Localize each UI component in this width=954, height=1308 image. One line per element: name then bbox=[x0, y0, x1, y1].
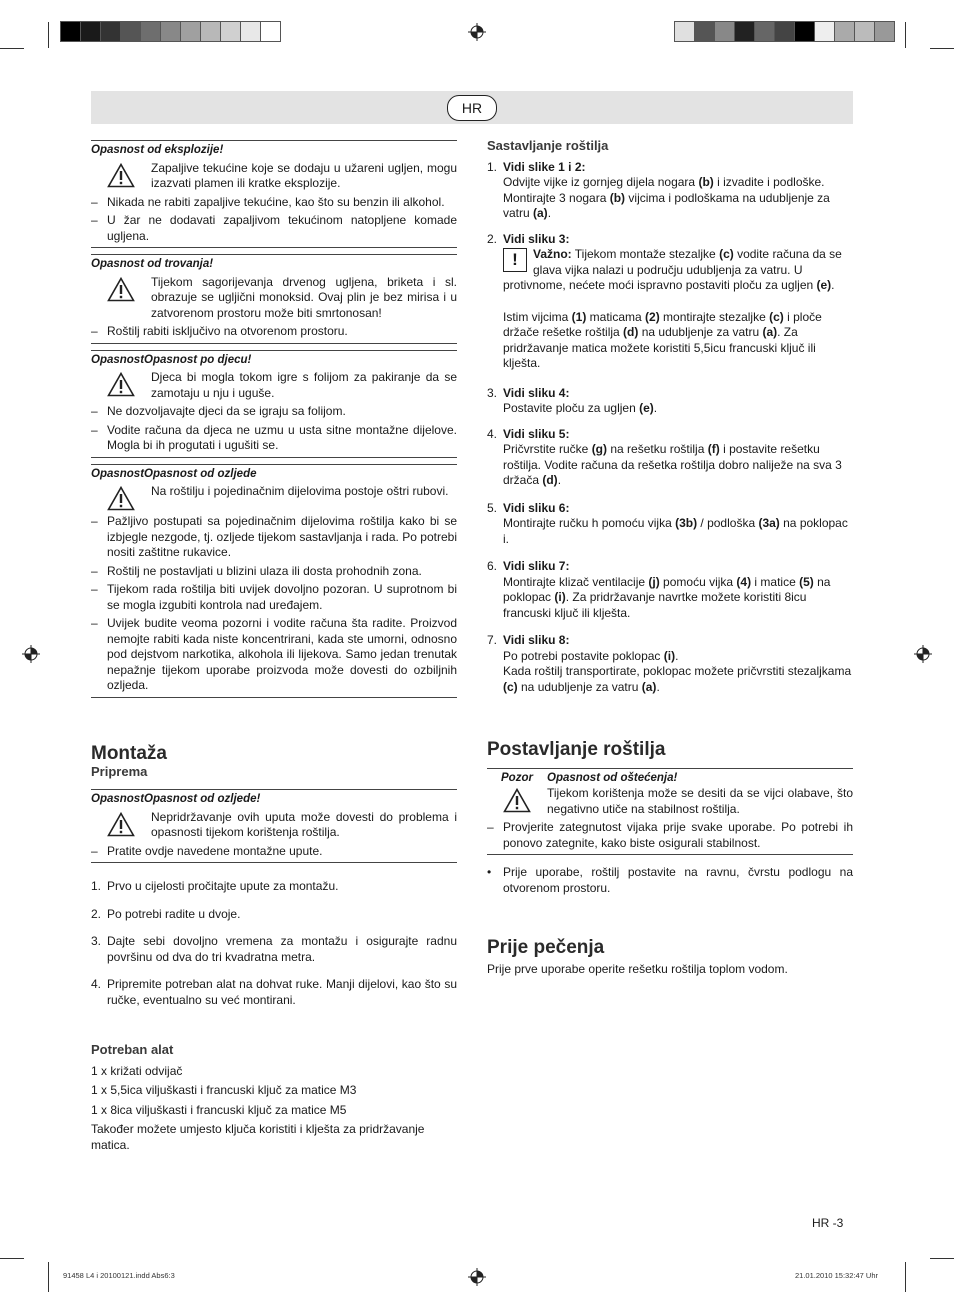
assembly-step bbox=[487, 559, 853, 621]
step-body: Postavite ploču za ugljen (e). bbox=[503, 401, 658, 415]
warning-intro: Djeca bi mogla tokom igre s folijom za pakiranje da se zamotaju u nju i uguše. bbox=[151, 370, 457, 400]
assembly-step bbox=[487, 386, 853, 417]
warning-triangle-icon bbox=[91, 370, 151, 401]
registration-mark-icon bbox=[468, 23, 486, 41]
subsection-heading: Sastavljanje roštilja bbox=[487, 138, 609, 153]
list-item: U žar ne dodavati zapaljivom tekućinom natopljene komade ugljena. bbox=[107, 213, 457, 243]
crop-mark bbox=[930, 1258, 954, 1259]
paragraph: Prije prve uporabe operite rešetku roštilja toplom vodom. bbox=[487, 961, 788, 976]
warning-intro: Nepridržavanje ovih uputa može dovesti do problema i opasnosti tijekom korištenja roštilja. bbox=[151, 809, 457, 839]
step-body: Odvijte vijke iz gornjeg dijela nogara (b) i izvadite i podloške. Montirajte 3 nogara (b) vijcima i podloškama na udubljenje za vatru (a). bbox=[503, 175, 830, 220]
list-item: Uvijek budite veoma pozorni i vodite računa šta radite. Proizvod nemojte rabiti kada niste koncentrirani, kada ste umorni, odnosno pod dejstvom narkotika, alkohola ili lijekova. Samo jedan trenutak nepažnje tijekom uporabe proizvoda može dovesti do ozbiljnih ozljeda. bbox=[107, 616, 457, 692]
step-item: Dajte sebi dovoljno vremena za montažu i osigurajte radnu površinu od dva do tri kvadratna metra. bbox=[107, 934, 457, 964]
list-item: Također možete umjesto ključa koristiti i klješta za pridržavanje matica. bbox=[91, 1122, 425, 1152]
list-item: Ne dozvoljavajte djeci da se igraju sa folijom. bbox=[107, 404, 346, 418]
registration-mark-icon bbox=[468, 1268, 486, 1286]
assembly-step bbox=[487, 633, 853, 695]
step-number: 5. bbox=[487, 500, 498, 515]
warning-title: OpasnostOpasnost po djecu! bbox=[91, 353, 252, 366]
footer-timestamp: 21.01.2010 15:32:47 Uhr bbox=[795, 1271, 878, 1280]
montaza-section: Montaža Priprema OpasnostOpasnost od ozljede! Nepridržavanje ovih uputa može dovesti do problema i opasnosti tijekom korištenja roštilja. – Pratite ovdje navedene montažne upute. 1. Prvo u cijelosti pročitajte upute za montažu. 2. Po potrebi radite u dvoje. 3. Dajte sebi dovoljno vremena za montažu i osigurajte radnu površinu od dva do tri kvadratna metra. 4. Pripremite potreban alat na dohvat ruke. Manji dijelovi, kao što su ručke, eventualno su već montirani. bbox=[91, 743, 457, 1007]
language-badge: HR bbox=[447, 95, 497, 121]
step-number: 6. bbox=[487, 559, 498, 573]
assembly-steps-section bbox=[487, 138, 853, 695]
list-item: 1 x 5,5ica viljuškasti i francuski ključ za matice M3 bbox=[91, 1083, 357, 1097]
warning-triangle-icon bbox=[91, 275, 151, 309]
list-item: Pažljivo postupati sa pojedinačnim dijelovima roštilja kako bi se izbjegle nezgode, tj. ozljede tijekom sastavljanja i rada. Po potrebi nositi zaštitne rukavice. bbox=[107, 514, 457, 559]
crop-mark bbox=[905, 1262, 906, 1292]
warning-triangle-icon bbox=[487, 786, 547, 817]
warning-triangle-icon bbox=[91, 810, 151, 841]
step-title: Vidi sliku 7: bbox=[503, 559, 570, 573]
warning-injury: OpasnostOpasnost od ozljede Na roštilju i pojedinačnim dijelovima postoje oštri rubovi. – Pažljivo postupati sa pojedinačnim dijelovima roštilja kako bi se izbjegle nezgode, tj. ozljede tijekom sastavljanja i rada. Po potrebi nositi zaštitne rukavice. – Roštilj ne postavljati u blizini ulaza ili dosta prohodnih zona. – Tijekom rada roštilja biti uvijek dovoljno pozoran. U suprotnom bi se mogla izgubiti kontrola nad uređajem. – Uvijek budite veoma pozorni i vodite računa šta radite. Proizvod nemojte rabiti kada niste koncentrirani, kada ste umorni, odnosno pod dejstvom narkotika, alkohola ili lijekova. Samo jedan trenutak nepažnje tijekom uporabe proizvoda može dovesti do ozbiljnih ozljeda. bbox=[91, 464, 457, 698]
section-heading: Prije pečenja bbox=[487, 937, 605, 958]
warning-intro: Zapaljive tekućine koje se dodaju u užareni ugljen, mogu izazvati plamen ili kratke eksplozije. bbox=[151, 160, 457, 190]
before-grilling-section bbox=[487, 937, 853, 977]
step-title: Vidi slike 1 i 2: bbox=[503, 159, 586, 174]
step-title: Vidi sliku 5: bbox=[503, 426, 570, 441]
warning-title: Opasnost od eksplozije! bbox=[91, 144, 224, 156]
setup-section: Postavljanje roštilja Pozor Opasnost od oštećenja! Tijekom korištenja može se desiti da se vijci olabave, što negativno utiče na stabilnost roštilja. – Provjerite zategnutost vijaka prije svake uporabe. Po potrebi ih ponovo zategnite, kako biste osigurali stabilnost. • Prije uporabe, roštilj postavite na ravnu, čvrstu podlogu na otvorenom prostoru. bbox=[487, 739, 853, 895]
exclamation-box-icon: ! bbox=[503, 248, 527, 272]
list-item: Tijekom rada roštilja biti uvijek dovoljno pozoran. U suprotnom bi se mogla izgubiti kontrola nad uređajem. bbox=[107, 582, 457, 612]
list-item: Pratite ovdje navedene montažne upute. bbox=[107, 843, 323, 858]
bullet-item: Prije uporabe, roštilj postavite na ravnu, čvrstu podlogu na otvorenom prostoru. bbox=[503, 865, 853, 895]
step-number: 4. bbox=[487, 426, 498, 441]
assembly-step bbox=[487, 232, 853, 372]
warning-title: Opasnost od oštećenja! bbox=[547, 771, 678, 784]
warning-poisoning: Opasnost od trovanja! Tijekom sagorijevanja drvenog ugljena, briketa i sl. obrazuje se ugljični monoksid. Ovaj plin je bez mirisa i u zatvorenom prostoru može biti smrtonosan! – Roštilj rabiti isključivo na otvorenom prostoru. bbox=[91, 254, 457, 344]
step-body: Po potrebi postavite poklopac (i). Kada roštilj transportirate, poklopac možete pričvrstiti stezaljkama (c) na udubljenje za vatru (a). bbox=[503, 648, 852, 694]
step-body: Montirajte klizač ventilacije (j) pomoću vijka (4) i matice (5) na poklopac (i). Za pridržavanje navrtke možete koristiti 8icu francuski ključ ili klješta. bbox=[503, 574, 831, 620]
step-title: Vidi sliku 8: bbox=[503, 633, 570, 647]
warning-title: OpasnostOpasnost od ozljede! bbox=[91, 793, 261, 805]
step-number: 2. bbox=[487, 231, 498, 246]
list-item: Nikada ne rabiti zapaljive tekućine, kao što su benzin ili alkohol. bbox=[107, 194, 445, 209]
step-item: Prvo u cijelosti pročitajte upute za montažu. bbox=[107, 879, 339, 893]
crop-mark bbox=[905, 22, 906, 48]
warning-triangle-icon bbox=[91, 484, 151, 511]
page-number: HR -3 bbox=[812, 1216, 844, 1230]
step-item: Pripremite potreban alat na dohvat ruke. Manji dijelovi, kao što su ručke, eventualno su već montirani. bbox=[107, 977, 457, 1007]
warning-triangle-icon bbox=[91, 161, 151, 192]
list-item: 1 x 8ica viljuškasti i francuski ključ za matice M5 bbox=[91, 1102, 347, 1117]
important-note: ! Važno: Tijekom montaže stezaljke (c) vodite računa da se glava vijka nalazi u području udubljenja za vatru. U protivnome, nećete moći ispravno postaviti ploču za ugljen (e). bbox=[503, 247, 842, 292]
assembly-step bbox=[487, 427, 853, 489]
crop-mark bbox=[48, 22, 49, 48]
step-title: Vidi sliku 6: bbox=[503, 500, 570, 515]
step-title: Vidi sliku 3: bbox=[503, 231, 570, 246]
list-item: Provjerite zategnutost vijaka prije svake uporabe. Po potrebi ih ponovo zategnite, kako biste osigurali stabilnost. bbox=[503, 820, 853, 850]
list-item: 1 x križati odvijač bbox=[91, 1063, 183, 1078]
warning-title: Opasnost od trovanja! bbox=[91, 258, 214, 270]
color-bar-right bbox=[674, 21, 894, 42]
warning-explosion: Opasnost od eksplozije! Zapaljive tekućine koje se dodaju u užareni ugljen, mogu izazvati plamen ili kratke eksplozije. – Nikada ne rabiti zapaljive tekućine, kao što su benzin ili alkohol. – U žar ne dodavati zapaljivom tekućinom natopljene komade ugljena. bbox=[91, 140, 457, 248]
assembly-step bbox=[487, 501, 853, 548]
step-title: Vidi sliku 4: bbox=[503, 385, 570, 400]
warning-title: OpasnostOpasnost od ozljede bbox=[91, 467, 257, 480]
crop-mark bbox=[0, 48, 24, 49]
list-item: Roštilj rabiti isključivo na otvorenom prostoru. bbox=[107, 324, 348, 338]
footer-file: 91458 L4 i 20100121.indd Abs6:3 bbox=[63, 1271, 175, 1280]
warning-intro: Tijekom sagorijevanja drvenog ugljena, briketa i sl. obrazuje se ugljični monoksid. Ovaj plin je bez mirisa i u zatvorenom prostoru može biti smrtonosan! bbox=[151, 274, 457, 320]
warning-injury-assembly: OpasnostOpasnost od ozljede! Nepridržavanje ovih uputa može dovesti do problema i opasnosti tijekom korištenja roštilja. – Pratite ovdje navedene montažne upute. bbox=[91, 789, 457, 863]
warning-intro: Tijekom korištenja može se desiti da se vijci olabave, što negativno utiče na stabilnost roštilja. bbox=[547, 786, 853, 816]
warning-label: Pozor bbox=[501, 771, 533, 784]
tools-section bbox=[91, 1042, 457, 1153]
list-item: Roštilj ne postavljati u blizini ulaza ili dosta prohodnih zona. bbox=[107, 563, 422, 578]
crop-mark bbox=[0, 1258, 24, 1259]
crop-mark bbox=[48, 1262, 49, 1292]
step-item: Po potrebi radite u dvoje. bbox=[107, 906, 241, 921]
section-heading: Postavljanje roštilja bbox=[487, 739, 666, 760]
step-body: Montirajte ručku h pomoću vijka (3b) / podloška (3a) na poklopac i. bbox=[503, 516, 848, 546]
steps-list bbox=[487, 160, 853, 696]
list-item: Vodite računa da djeca ne uzmu u usta sitne montažne dijelove. Mogla bi ih progutati i ugušiti se. bbox=[107, 422, 457, 452]
step-body: Istim vijcima (1) maticama (2) montirajte stezaljke (c) i ploče držače rešetke roštilja (d) na udubljenje za vatru (a). Za pridržavanje matica možete koristiti 5,5icu francuski ključ ili klješta. bbox=[503, 309, 822, 370]
important-label: Važno: bbox=[533, 247, 572, 261]
step-number: 3. bbox=[487, 385, 498, 400]
warning-damage: Pozor Opasnost od oštećenja! Tijekom korištenja može se desiti da se vijci olabave, što negativno utiče na stabilnost roštilja. – Provjerite zategnutost vijaka prije svake uporabe. Po potrebi ih ponovo zategnite, kako biste osigurali stabilnost. bbox=[487, 768, 853, 856]
left-column bbox=[91, 140, 457, 704]
step-number: 7. bbox=[487, 633, 498, 647]
color-bar-left bbox=[60, 21, 280, 42]
assembly-step bbox=[487, 160, 853, 222]
section-heading: Montaža bbox=[91, 743, 167, 764]
crop-mark bbox=[930, 48, 954, 49]
subsection-heading: Priprema bbox=[91, 763, 148, 779]
step-body: Pričvrstite ručke (g) na rešetku roštilja (f) i postavite rešetku roštilja. Vodite računa da rešetka roštilja dobro naliježe na sva 3 držača (d). bbox=[503, 442, 842, 487]
registration-mark-icon bbox=[914, 645, 932, 663]
step-number: 1. bbox=[487, 159, 498, 174]
subsection-heading: Potreban alat bbox=[91, 1042, 174, 1057]
warning-children: OpasnostOpasnost po djecu! Djeca bi mogla tokom igre s folijom za pakiranje da se zamotaju u nju i uguše. – Ne dozvoljavajte djeci da se igraju sa folijom. – Vodite računa da djeca ne uzmu u usta sitne montažne dijelove. Mogla bi ih progutati i ugušiti se. bbox=[91, 350, 457, 458]
registration-mark-icon bbox=[22, 645, 40, 663]
warning-intro: Na roštilju i pojedinačnim dijelovima postoje oštri rubovi. bbox=[151, 484, 449, 498]
